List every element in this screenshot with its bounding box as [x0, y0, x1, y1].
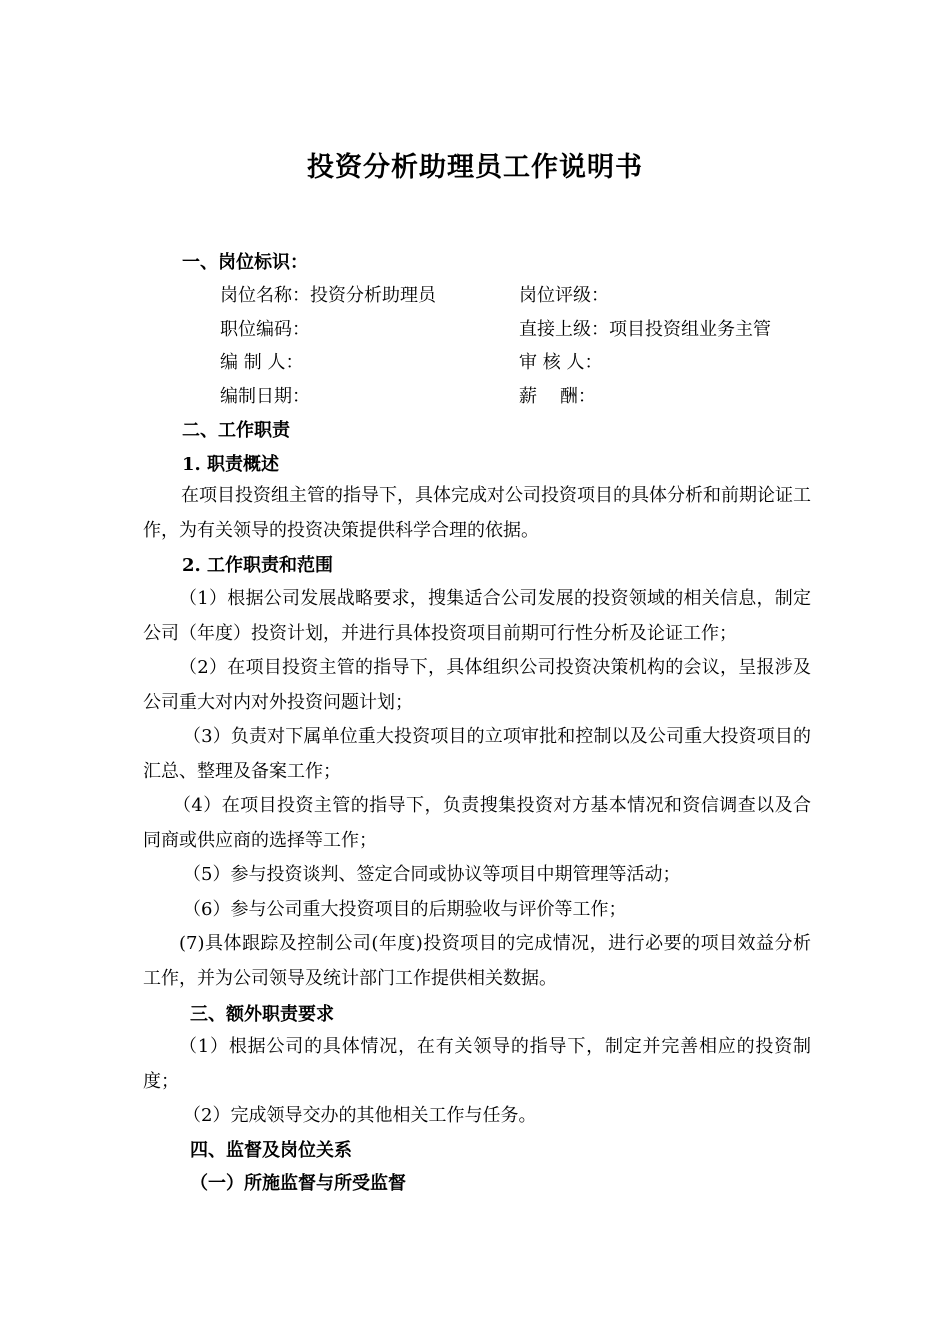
- subheading-supervision-given-received: （一）所施监督与所受监督: [190, 1173, 406, 1194]
- duty-item-5: （5）参与投资谈判、签定合同或协议等项目中期管理等活动；: [183, 864, 681, 885]
- section-heading-job-duties: 二、工作职责: [182, 420, 290, 441]
- field-direct-superior: 直接上级：项目投资组业务主管: [519, 319, 771, 340]
- duty-item-4: （4）在项目投资主管的指导下，负责搜集投资对方基本情况和资信调查以及合同商或供应商的选择等工作；: [143, 795, 811, 851]
- document-title: 投资分析助理员工作说明书: [307, 152, 643, 183]
- extra-duty-item-1: （1）根据公司的具体情况，在有关领导的指导下，制定并完善相应的投资制度；: [143, 1036, 811, 1092]
- duty-item-6: （6）参与公司重大投资项目的后期验收与评价等工作；: [183, 899, 627, 920]
- field-reviewed-by: 审 核 人：: [519, 352, 603, 373]
- duty-item-7: (7)具体跟踪及控制公司(年度)投资项目的完成情况，进行必要的项目效益分析工作，并为公司领导及统计部门工作提供相关数据。: [143, 933, 811, 989]
- duty-item-1: （1）根据公司发展战略要求，搜集适合公司发展的投资领域的相关信息，制定公司（年度）投资计划，并进行具体投资项目前期可行性分析及论证工作；: [143, 588, 811, 644]
- field-position-code: 职位编码：: [220, 319, 310, 340]
- extra-duty-item-2: （2）完成领导交办的其他相关工作与任务。: [183, 1105, 537, 1126]
- field-position-grade: 岗位评级：: [519, 285, 609, 306]
- field-position-name: 岗位名称：投资分析助理员: [220, 285, 436, 306]
- section-heading-extra-duties: 三、额外职责要求: [190, 1004, 334, 1025]
- field-compiled-by: 编 制 人：: [220, 352, 304, 373]
- subheading-duty-scope: 2. 工作职责和范围: [182, 555, 334, 576]
- field-compile-date: 编制日期：: [220, 386, 310, 407]
- duty-item-2: （2）在项目投资主管的指导下，具体组织公司投资决策机构的会议，呈报涉及公司重大对内对外投资问题计划；: [143, 657, 811, 713]
- subheading-duty-overview: 1. 职责概述: [182, 454, 280, 475]
- duty-item-3: （3）负责对下属单位重大投资项目的立项审批和控制以及公司重大投资项目的汇总、整理及备案工作；: [143, 726, 811, 782]
- paragraph-duty-overview: 在项目投资组主管的指导下，具体完成对公司投资项目的具体分析和前期论证工作，为有关领导的投资决策提供科学合理的依据。: [143, 485, 811, 541]
- section-heading-position-identification: 一、岗位标识：: [182, 252, 308, 273]
- section-heading-supervision: 四、监督及岗位关系: [190, 1140, 352, 1161]
- field-salary: 薪 酬：: [519, 386, 596, 407]
